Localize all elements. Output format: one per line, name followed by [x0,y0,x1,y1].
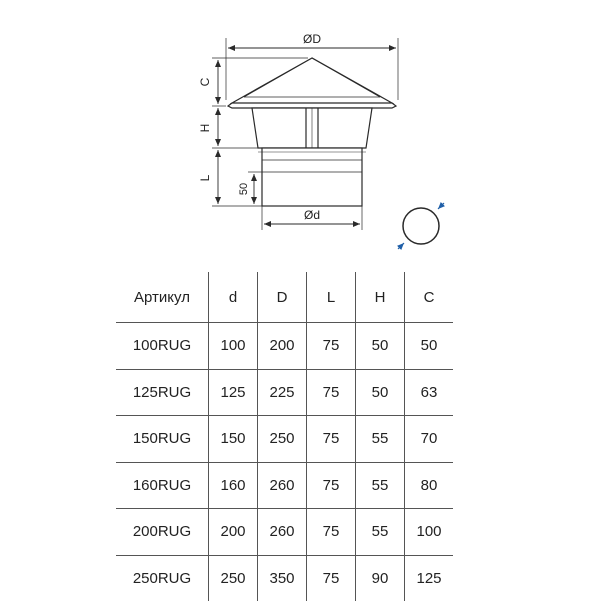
cell-L: 75 [307,416,356,463]
cap-cone [228,58,396,108]
label-inner-diameter: Ød [303,208,321,222]
cell-article: 100RUG [116,323,209,370]
cell-article: 250RUG [132,569,192,587]
label-body-height: H [198,123,212,133]
cell-article: 200RUG [116,509,209,556]
cell-H: 50 [356,323,405,370]
cell-D: 260 [258,462,307,509]
cell-H: 55 [356,509,405,556]
cell-article: 125RUG [116,369,209,416]
cell-D: 225 [258,369,307,416]
cell-C: 70 [405,416,454,463]
cell-D: 200 [258,323,307,370]
cell-L: 75 [307,323,356,370]
cell-C: 100 [405,509,454,556]
cell-C: 125 [405,555,454,601]
header-L: L [307,272,356,323]
cell-D: 350 [258,555,307,601]
cell-d: 150 [209,416,258,463]
cell-H: 90 [356,555,405,601]
cell-d: 250 [209,555,258,601]
cell-d: 125 [209,369,258,416]
cell-H: 55 [356,416,405,463]
cell-H: 50 [356,369,405,416]
cell-C: 63 [405,369,454,416]
table-header-row [116,272,453,323]
body-section [252,108,372,148]
cell-D: 250 [258,416,307,463]
cell-H: 55 [356,462,405,509]
specification-table [116,272,453,601]
cell-C: 80 [405,462,454,509]
table-row [116,555,453,601]
table-row [116,369,453,416]
header-D: D [258,272,307,323]
header-d: d [209,272,258,323]
label-insertion: 50 [238,182,250,196]
cell-C: 50 [405,323,454,370]
technical-drawing [0,0,600,270]
label-cap-height: C [198,77,212,87]
cell-D: 260 [258,509,307,556]
cell-L: 75 [307,509,356,556]
spigot-pipe [258,148,366,206]
header-article: Артикул [116,272,209,323]
cell-d: 160 [209,462,258,509]
cell-L: 75 [307,462,356,509]
table-row [116,462,453,509]
label-spigot-length: L [198,174,212,182]
table-row [116,416,453,463]
cell-L: 75 [307,555,356,601]
cell-article: 160RUG [116,462,209,509]
header-H: H [356,272,405,323]
cell-d: 200 [209,509,258,556]
label-outer-diameter: ØD [303,32,321,46]
header-C: C [405,272,454,323]
table-row [116,509,453,556]
cell-L: 75 [307,369,356,416]
cross-section-circle-icon [398,203,444,249]
cell-d: 100 [209,323,258,370]
table-row [116,323,453,370]
cell-article: 150RUG [116,416,209,463]
